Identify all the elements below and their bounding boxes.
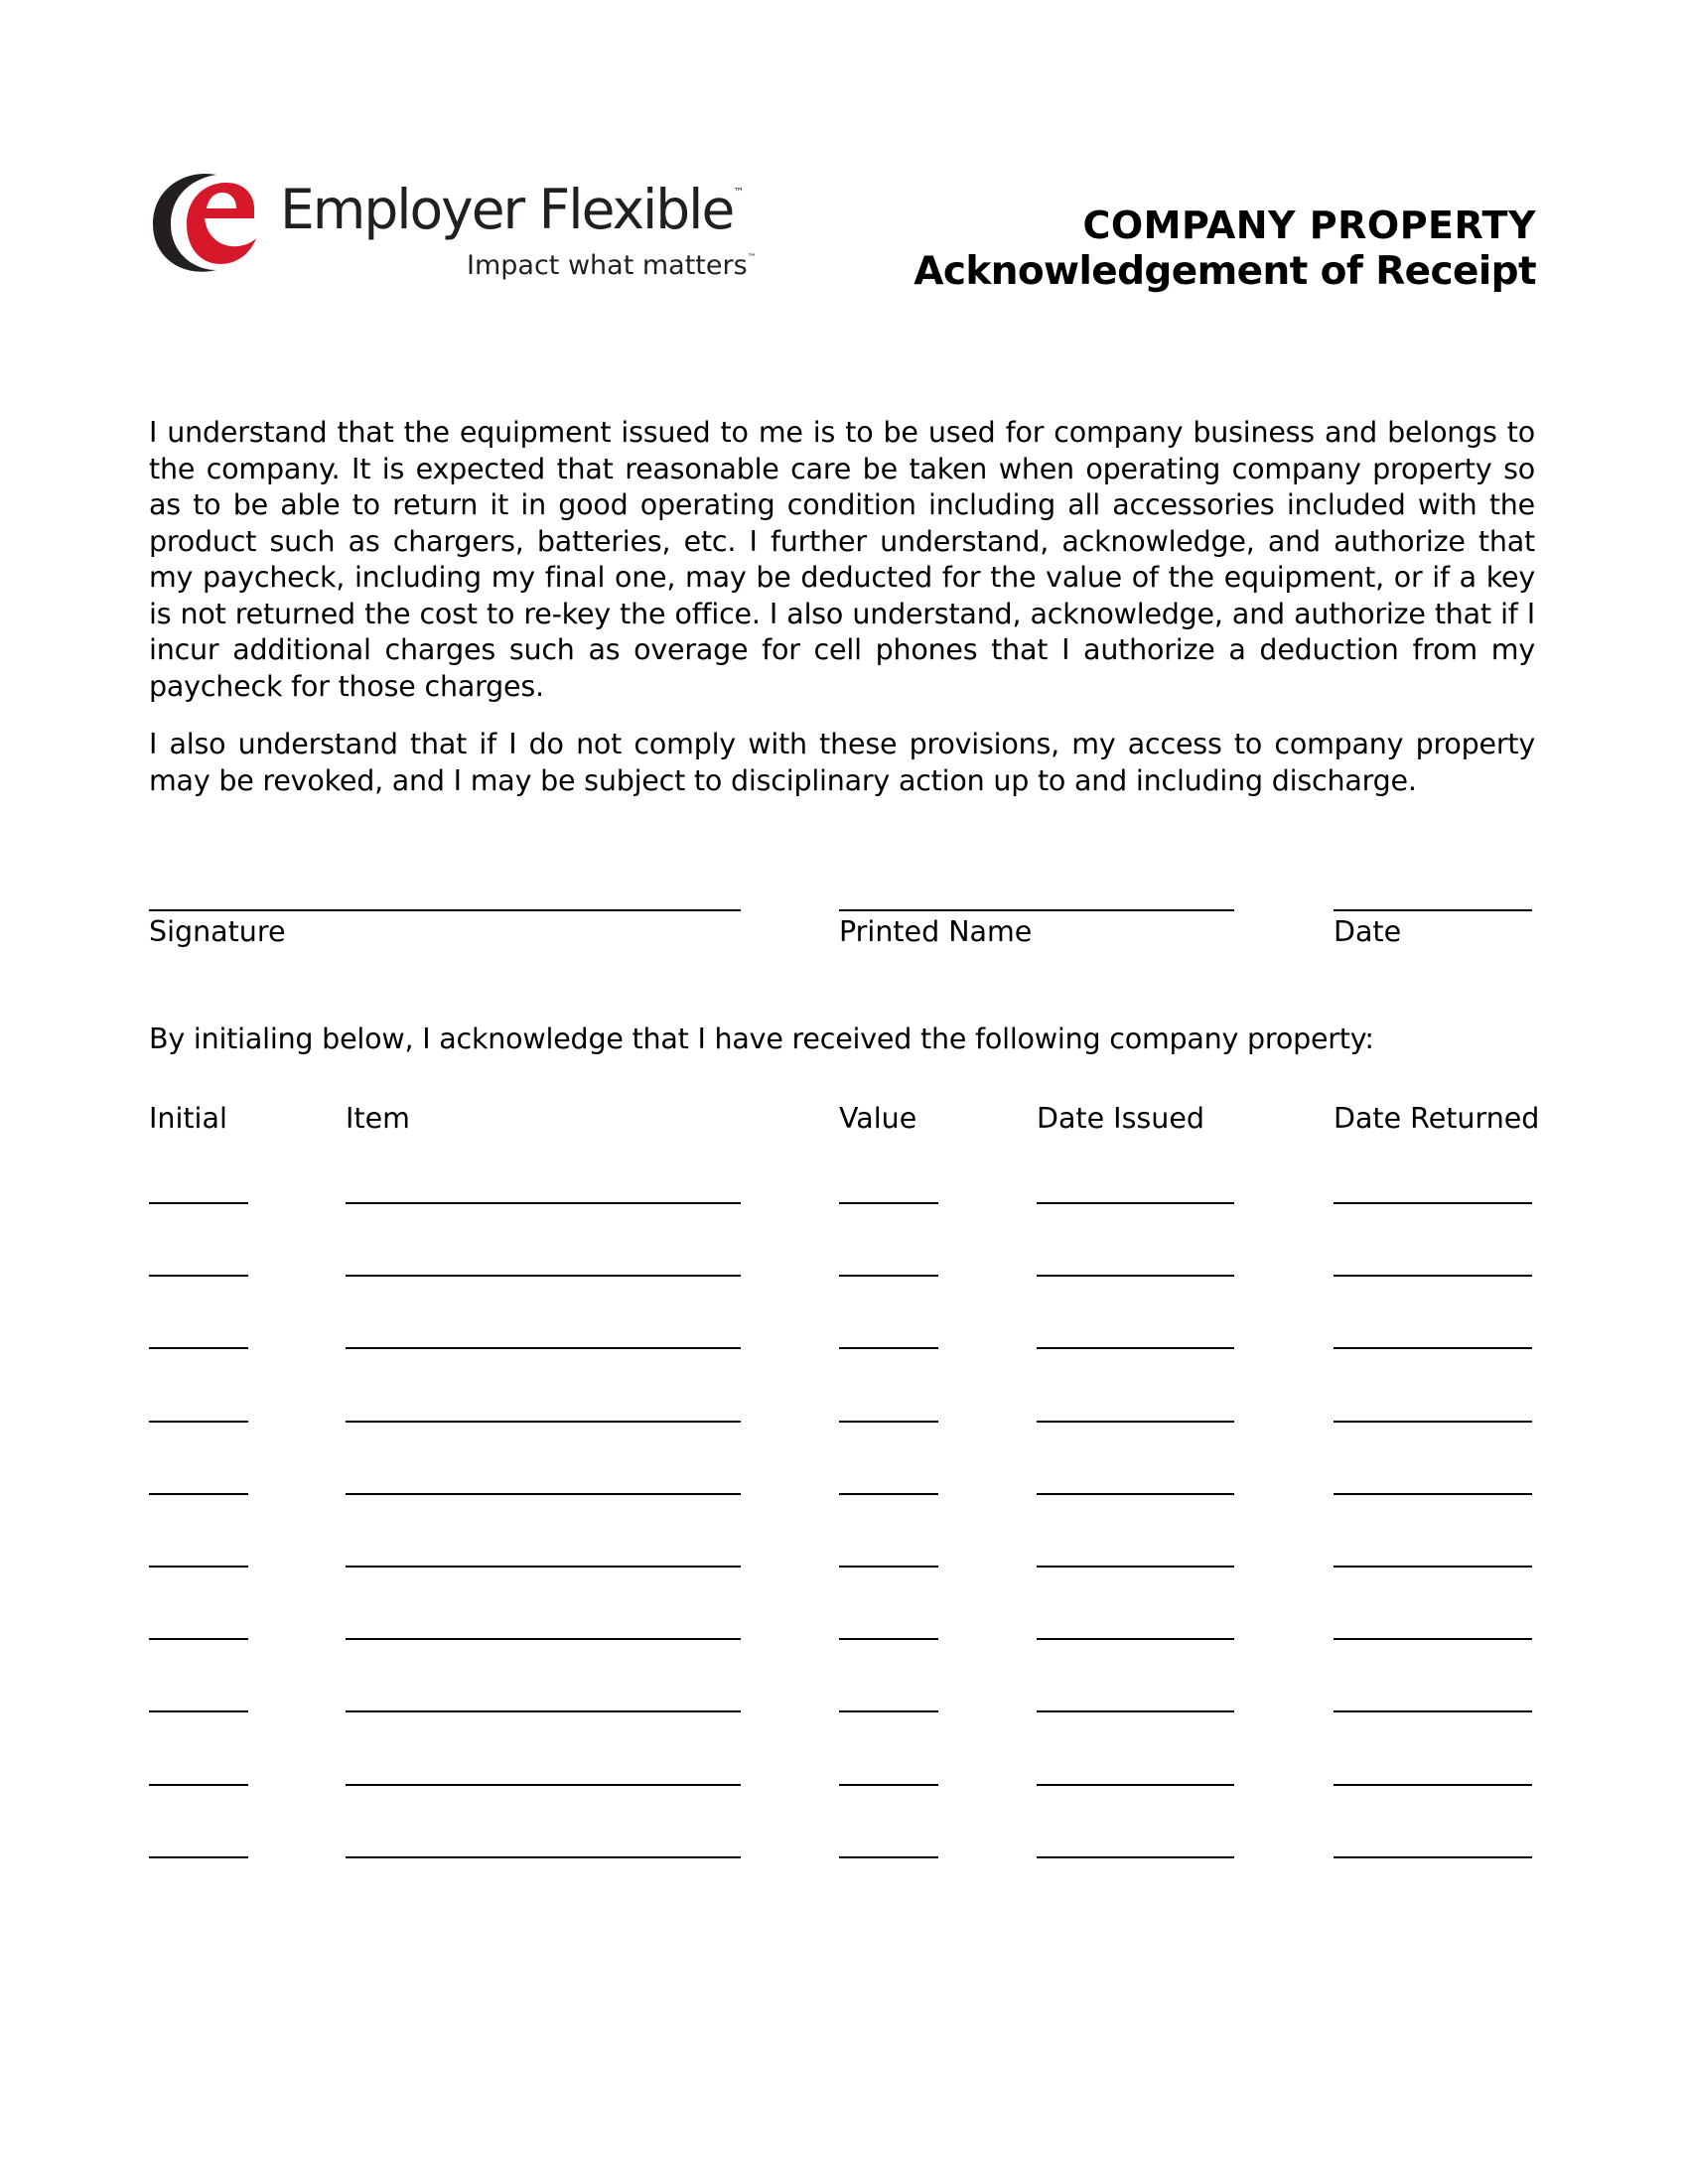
policy-paragraph-1: I understand that the equipment issued to me is to be used for company business and belongs to the company. It is expected that reasonable care be taken when operating company property so as to be able to return it in good operating condition including all accessories included with the product such as chargers, batteries, etc. I further understand, acknowledge, and authorize that my paycheck, including my final one, may be deducted for the value of the equipment, or if a key is not returned the cost to re-key the office. I also understand, acknowledge, and authorize that if I incur additional charges such as overage for cell phones that I authorize a deduction from my paycheck for those charges. xyxy=(149,416,1535,703)
logo-tagline: Impact what matters™ xyxy=(467,250,757,281)
date-issued-blank-line[interactable] xyxy=(1037,1421,1234,1423)
date-issued-blank-line[interactable] xyxy=(1037,1784,1234,1786)
signature-line[interactable] xyxy=(149,909,741,911)
date-returned-blank-line[interactable] xyxy=(1334,1493,1532,1495)
item-blank-line[interactable] xyxy=(346,1638,741,1640)
value-blank-line[interactable] xyxy=(839,1421,938,1423)
item-blank-line[interactable] xyxy=(346,1347,741,1349)
column-header-value: Value xyxy=(839,1102,917,1135)
initial-blank-line[interactable] xyxy=(149,1493,248,1495)
date-returned-blank-line[interactable] xyxy=(1334,1638,1532,1640)
initial-blank-line[interactable] xyxy=(149,1275,248,1277)
signature-label: Signature xyxy=(149,915,286,948)
initial-blank-line[interactable] xyxy=(149,1710,248,1712)
date-returned-blank-line[interactable] xyxy=(1334,1202,1532,1204)
company-logo xyxy=(147,161,763,290)
initial-blank-line[interactable] xyxy=(149,1347,248,1349)
item-blank-line[interactable] xyxy=(346,1202,741,1204)
value-blank-line[interactable] xyxy=(839,1347,938,1349)
value-blank-line[interactable] xyxy=(839,1638,938,1640)
date-issued-blank-line[interactable] xyxy=(1037,1710,1234,1712)
date-returned-blank-line[interactable] xyxy=(1334,1275,1532,1277)
column-header-item: Item xyxy=(346,1102,410,1135)
date-returned-blank-line[interactable] xyxy=(1334,1347,1532,1349)
initial-blank-line[interactable] xyxy=(149,1566,248,1568)
title-line-1: COMPANY PROPERTY xyxy=(1082,204,1536,247)
value-blank-line[interactable] xyxy=(839,1493,938,1495)
date-returned-blank-line[interactable] xyxy=(1334,1421,1532,1423)
item-blank-line[interactable] xyxy=(346,1784,741,1786)
date-label: Date xyxy=(1334,915,1402,948)
initial-blank-line[interactable] xyxy=(149,1638,248,1640)
value-blank-line[interactable] xyxy=(839,1784,938,1786)
date-issued-blank-line[interactable] xyxy=(1037,1638,1234,1640)
item-blank-line[interactable] xyxy=(346,1710,741,1712)
value-blank-line[interactable] xyxy=(839,1275,938,1277)
value-blank-line[interactable] xyxy=(839,1856,938,1858)
value-blank-line[interactable] xyxy=(839,1566,938,1568)
date-returned-blank-line[interactable] xyxy=(1334,1856,1532,1858)
column-header-date-returned: Date Returned xyxy=(1334,1102,1540,1135)
date-issued-blank-line[interactable] xyxy=(1037,1347,1234,1349)
value-blank-line[interactable] xyxy=(839,1202,938,1204)
item-blank-line[interactable] xyxy=(346,1566,741,1568)
item-blank-line[interactable] xyxy=(346,1856,741,1858)
document-title xyxy=(914,203,1536,296)
column-header-initial: Initial xyxy=(149,1102,227,1135)
column-header-date-issued: Date Issued xyxy=(1037,1102,1204,1135)
item-blank-line[interactable] xyxy=(346,1275,741,1277)
policy-paragraph-2: I also understand that if I do not comply with these provisions, my access to company property may be revoked, and I may be subject to disciplinary action up to and including discharge. xyxy=(149,728,1535,797)
initial-blank-line[interactable] xyxy=(149,1856,248,1858)
logo-brand-name: Employer Flexible™ xyxy=(280,178,745,241)
date-returned-blank-line[interactable] xyxy=(1334,1566,1532,1568)
date-issued-blank-line[interactable] xyxy=(1037,1493,1234,1495)
initial-blank-line[interactable] xyxy=(149,1202,248,1204)
initial-blank-line[interactable] xyxy=(149,1784,248,1786)
date-line[interactable] xyxy=(1334,909,1532,911)
printed-name-label: Printed Name xyxy=(839,915,1033,948)
initial-blank-line[interactable] xyxy=(149,1421,248,1423)
date-returned-blank-line[interactable] xyxy=(1334,1784,1532,1786)
item-blank-line[interactable] xyxy=(346,1421,741,1423)
date-issued-blank-line[interactable] xyxy=(1037,1202,1234,1204)
date-issued-blank-line[interactable] xyxy=(1037,1566,1234,1568)
date-returned-blank-line[interactable] xyxy=(1334,1710,1532,1712)
title-line-2: Acknowledgement of Receipt xyxy=(914,249,1536,295)
item-blank-line[interactable] xyxy=(346,1493,741,1495)
property-intro: By initialing below, I acknowledge that I have received the following company property: xyxy=(149,1023,1374,1055)
printed-name-line[interactable] xyxy=(839,909,1234,911)
employer-flexible-e-icon xyxy=(147,167,258,278)
date-issued-blank-line[interactable] xyxy=(1037,1856,1234,1858)
value-blank-line[interactable] xyxy=(839,1710,938,1712)
date-issued-blank-line[interactable] xyxy=(1037,1275,1234,1277)
